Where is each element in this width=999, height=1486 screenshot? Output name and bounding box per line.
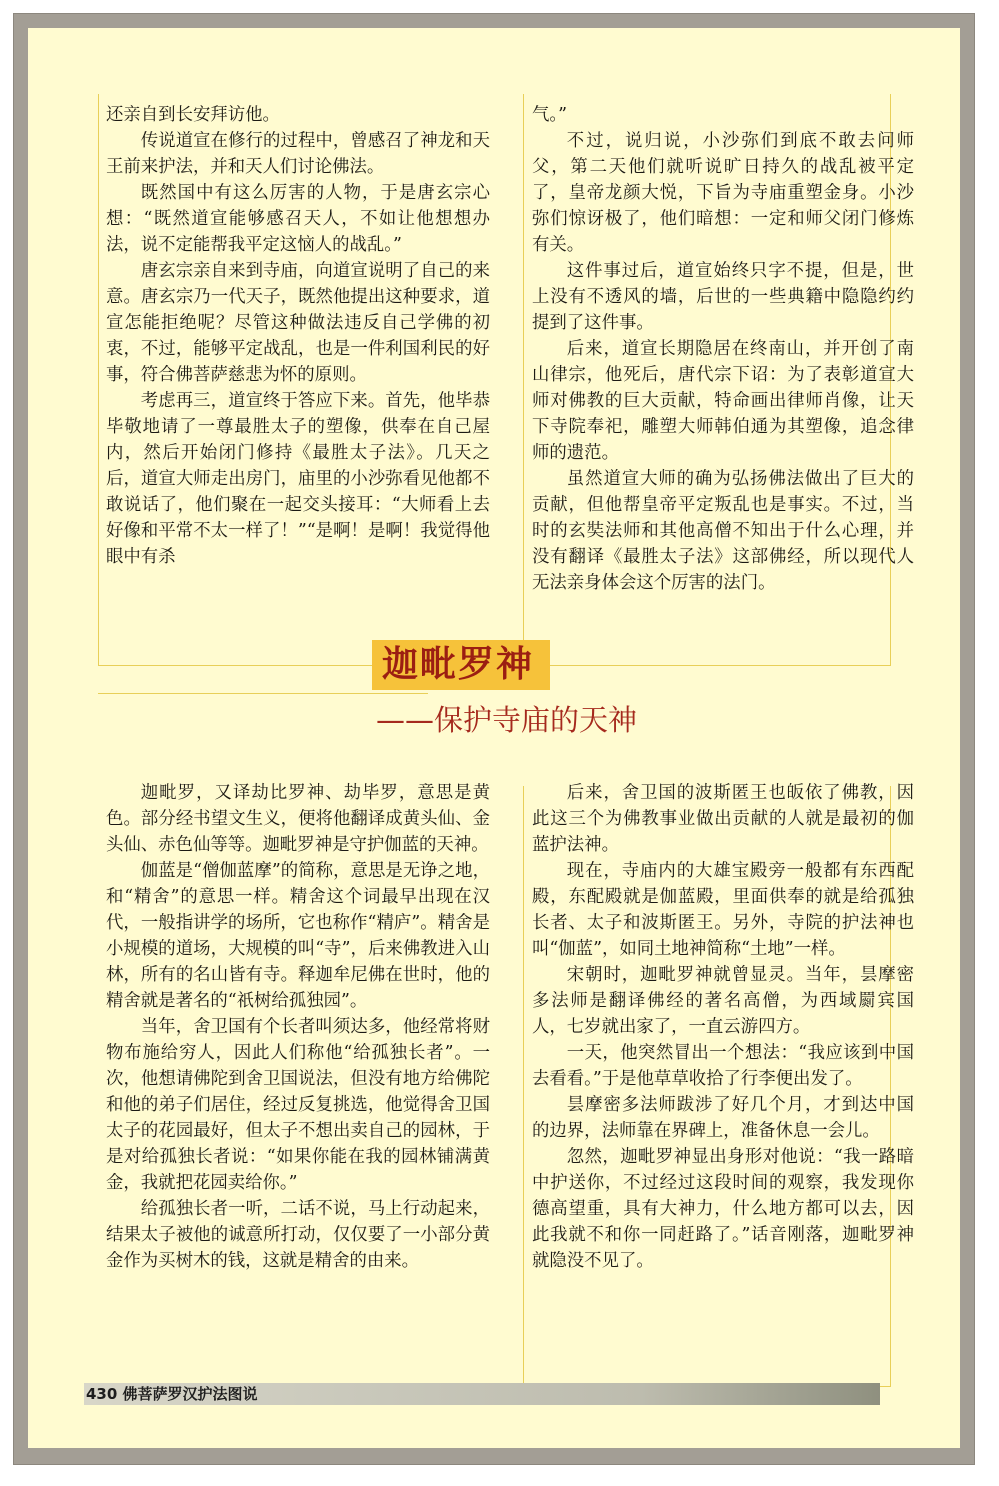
paragraph: 迦毗罗，又译劫比罗神、劫毕罗，意思是黄色。部分经书望文生义，便将他翻译成黄头仙、金头仙、赤色仙等等。迦毗罗神是守护伽蓝的天神。 — [106, 783, 490, 855]
paragraph: 虽然道宣大师的确为弘扬佛法做出了巨大的贡献，但他帮皇帝平定叛乱也是事实。不过，当时的玄奘法师和其他高僧不知出于什么心理，并没有翻译《最胜太子法》这部佛经，所以现代人无法亲身体会这个厉害的法门。 — [532, 469, 914, 593]
text-column-top-right — [532, 102, 914, 596]
paragraph: 考虑再三，道宣终于答应下来。首先，他毕恭毕敬地请了一尊最胜太子的塑像，供奉在自己屋内，然后开始闭门修持《最胜太子法》。几天之后，道宣大师走出房门，庙里的小沙弥看见他都不敢说话了，他们聚在一起交头接耳：“大师看上去好像和平常不太一样了！”“是啊！是啊！我觉得他眼中有杀 — [106, 391, 490, 567]
paragraph: 传说道宣在修行的过程中，曾感召了神龙和天王前来护法，并和天人们讨论佛法。 — [106, 131, 490, 177]
column-rule — [98, 94, 99, 666]
text-column-bottom-left — [106, 780, 490, 1274]
column-rule — [523, 94, 524, 666]
section-title: 迦毗罗神 — [382, 644, 535, 685]
paragraph: 后来，舍卫国的波斯匿王也皈依了佛教，因此这三个为佛教事业做出贡献的人就是最初的伽蓝护法神。 — [532, 783, 914, 855]
column-rule — [523, 786, 524, 1386]
paragraph: 忽然，迦毗罗神显出身形对他说：“我一路暗中护送你，不过经过这段时间的观察，我发现你德高望重，具有大神力，什么地方都可以去，因此我就不和你一同赶路了。”话音刚落，迦毗罗神就隐没不见了。 — [532, 1147, 914, 1271]
paragraph: 一天，他突然冒出一个想法：“我应该到中国去看看。”于是他草草收拾了行李便出发了。 — [532, 1043, 914, 1089]
paragraph: 唐玄宗亲自来到寺庙，向道宣说明了自己的来意。唐玄宗乃一代天子，既然他提出这种要求，道宣怎能拒绝呢？尽管这种做法违反自己学佛的初衷，不过，能够平定战乱，也是一件利国利民的好事，符合佛菩萨慈悲为怀的原则。 — [106, 261, 490, 385]
paragraph: 气。” — [532, 105, 567, 125]
section-rule — [98, 693, 428, 694]
paragraph: 不过，说归说，小沙弥们到底不敢去问师父，第二天他们就听说旷日持久的战乱被平定了，皇帝龙颜大悦，下旨为寺庙重塑金身。小沙弥们惊讶极了，他们暗想：一定和师父闭门修炼有关。 — [532, 131, 914, 255]
paragraph: 昙摩密多法师跋涉了好几个月，才到达中国的边界，法师靠在界碑上，准备休息一会儿。 — [532, 1095, 914, 1141]
paragraph: 伽蓝是“僧伽蓝摩”的简称，意思是无诤之地，和“精舍”的意思一样。精舍这个词最早出现在汉代，一般指讲学的场所，它也称作“精庐”。精舍是小规模的道场，大规模的叫“寺”，后来佛教进入山林，所有的名山皆有寺。释迦牟尼佛在世时，他的精舍就是著名的“祇树给孤独园”。 — [106, 861, 490, 1011]
paragraph: 后来，道宣长期隐居在终南山，并开创了南山律宗，他死后，唐代宗下诏：为了表彰道宣大师对佛教的巨大贡献，特命画出律师肖像，让天下寺院奉祀，雕塑大师韩伯通为其塑像，追念律师的遗范。 — [532, 339, 914, 463]
page-footer: 430 佛菩萨罗汉护法图说 — [86, 1385, 258, 1403]
section-subtitle: ——保护寺庙的天神 — [376, 703, 638, 737]
text-column-top-left — [106, 102, 490, 570]
paragraph: 这件事过后，道宣始终只字不提，但是，世上没有不透风的墙，后世的一些典籍中隐隐约约提到了这件事。 — [532, 261, 914, 333]
paragraph: 当年，舍卫国有个长者叫须达多，他经常将财物布施给穷人，因此人们称他“给孤独长者”。一次，他想请佛陀到舍卫国说法，但没有地方给佛陀和他的弟子们居住，经过反复挑选，他觉得舍卫国太子的花园最好，但太子不想出卖自己的园林，于是对给孤独长者说：“如果你能在我的园林铺满黄金，我就把花园卖给你。” — [106, 1017, 490, 1193]
paragraph: 给孤独长者一听，二话不说，马上行动起来，结果太子被他的诚意所打动，仅仅要了一小部分黄金作为买树木的钱，这就是精舍的由来。 — [106, 1199, 490, 1271]
text-column-bottom-right — [532, 780, 914, 1274]
paragraph: 现在，寺庙内的大雄宝殿旁一般都有东西配殿，东配殿就是伽蓝殿，里面供奉的就是给孤独长者、太子和波斯匿王。另外，寺院的护法神也叫“伽蓝”，如同土地神简称“土地”一样。 — [532, 861, 914, 959]
paragraph: 既然国中有这么厉害的人物，于是唐玄宗心想：“既然道宣能够感召天人，不如让他想想办法，说不定能帮我平定这恼人的战乱。” — [106, 183, 490, 255]
paragraph: 宋朝时，迦毗罗神就曾显灵。当年，昙摩密多法师是翻译佛经的著名高僧，为西域罽宾国人，七岁就出家了，一直云游四方。 — [532, 965, 914, 1037]
paragraph: 还亲自到长安拜访他。 — [106, 105, 280, 125]
